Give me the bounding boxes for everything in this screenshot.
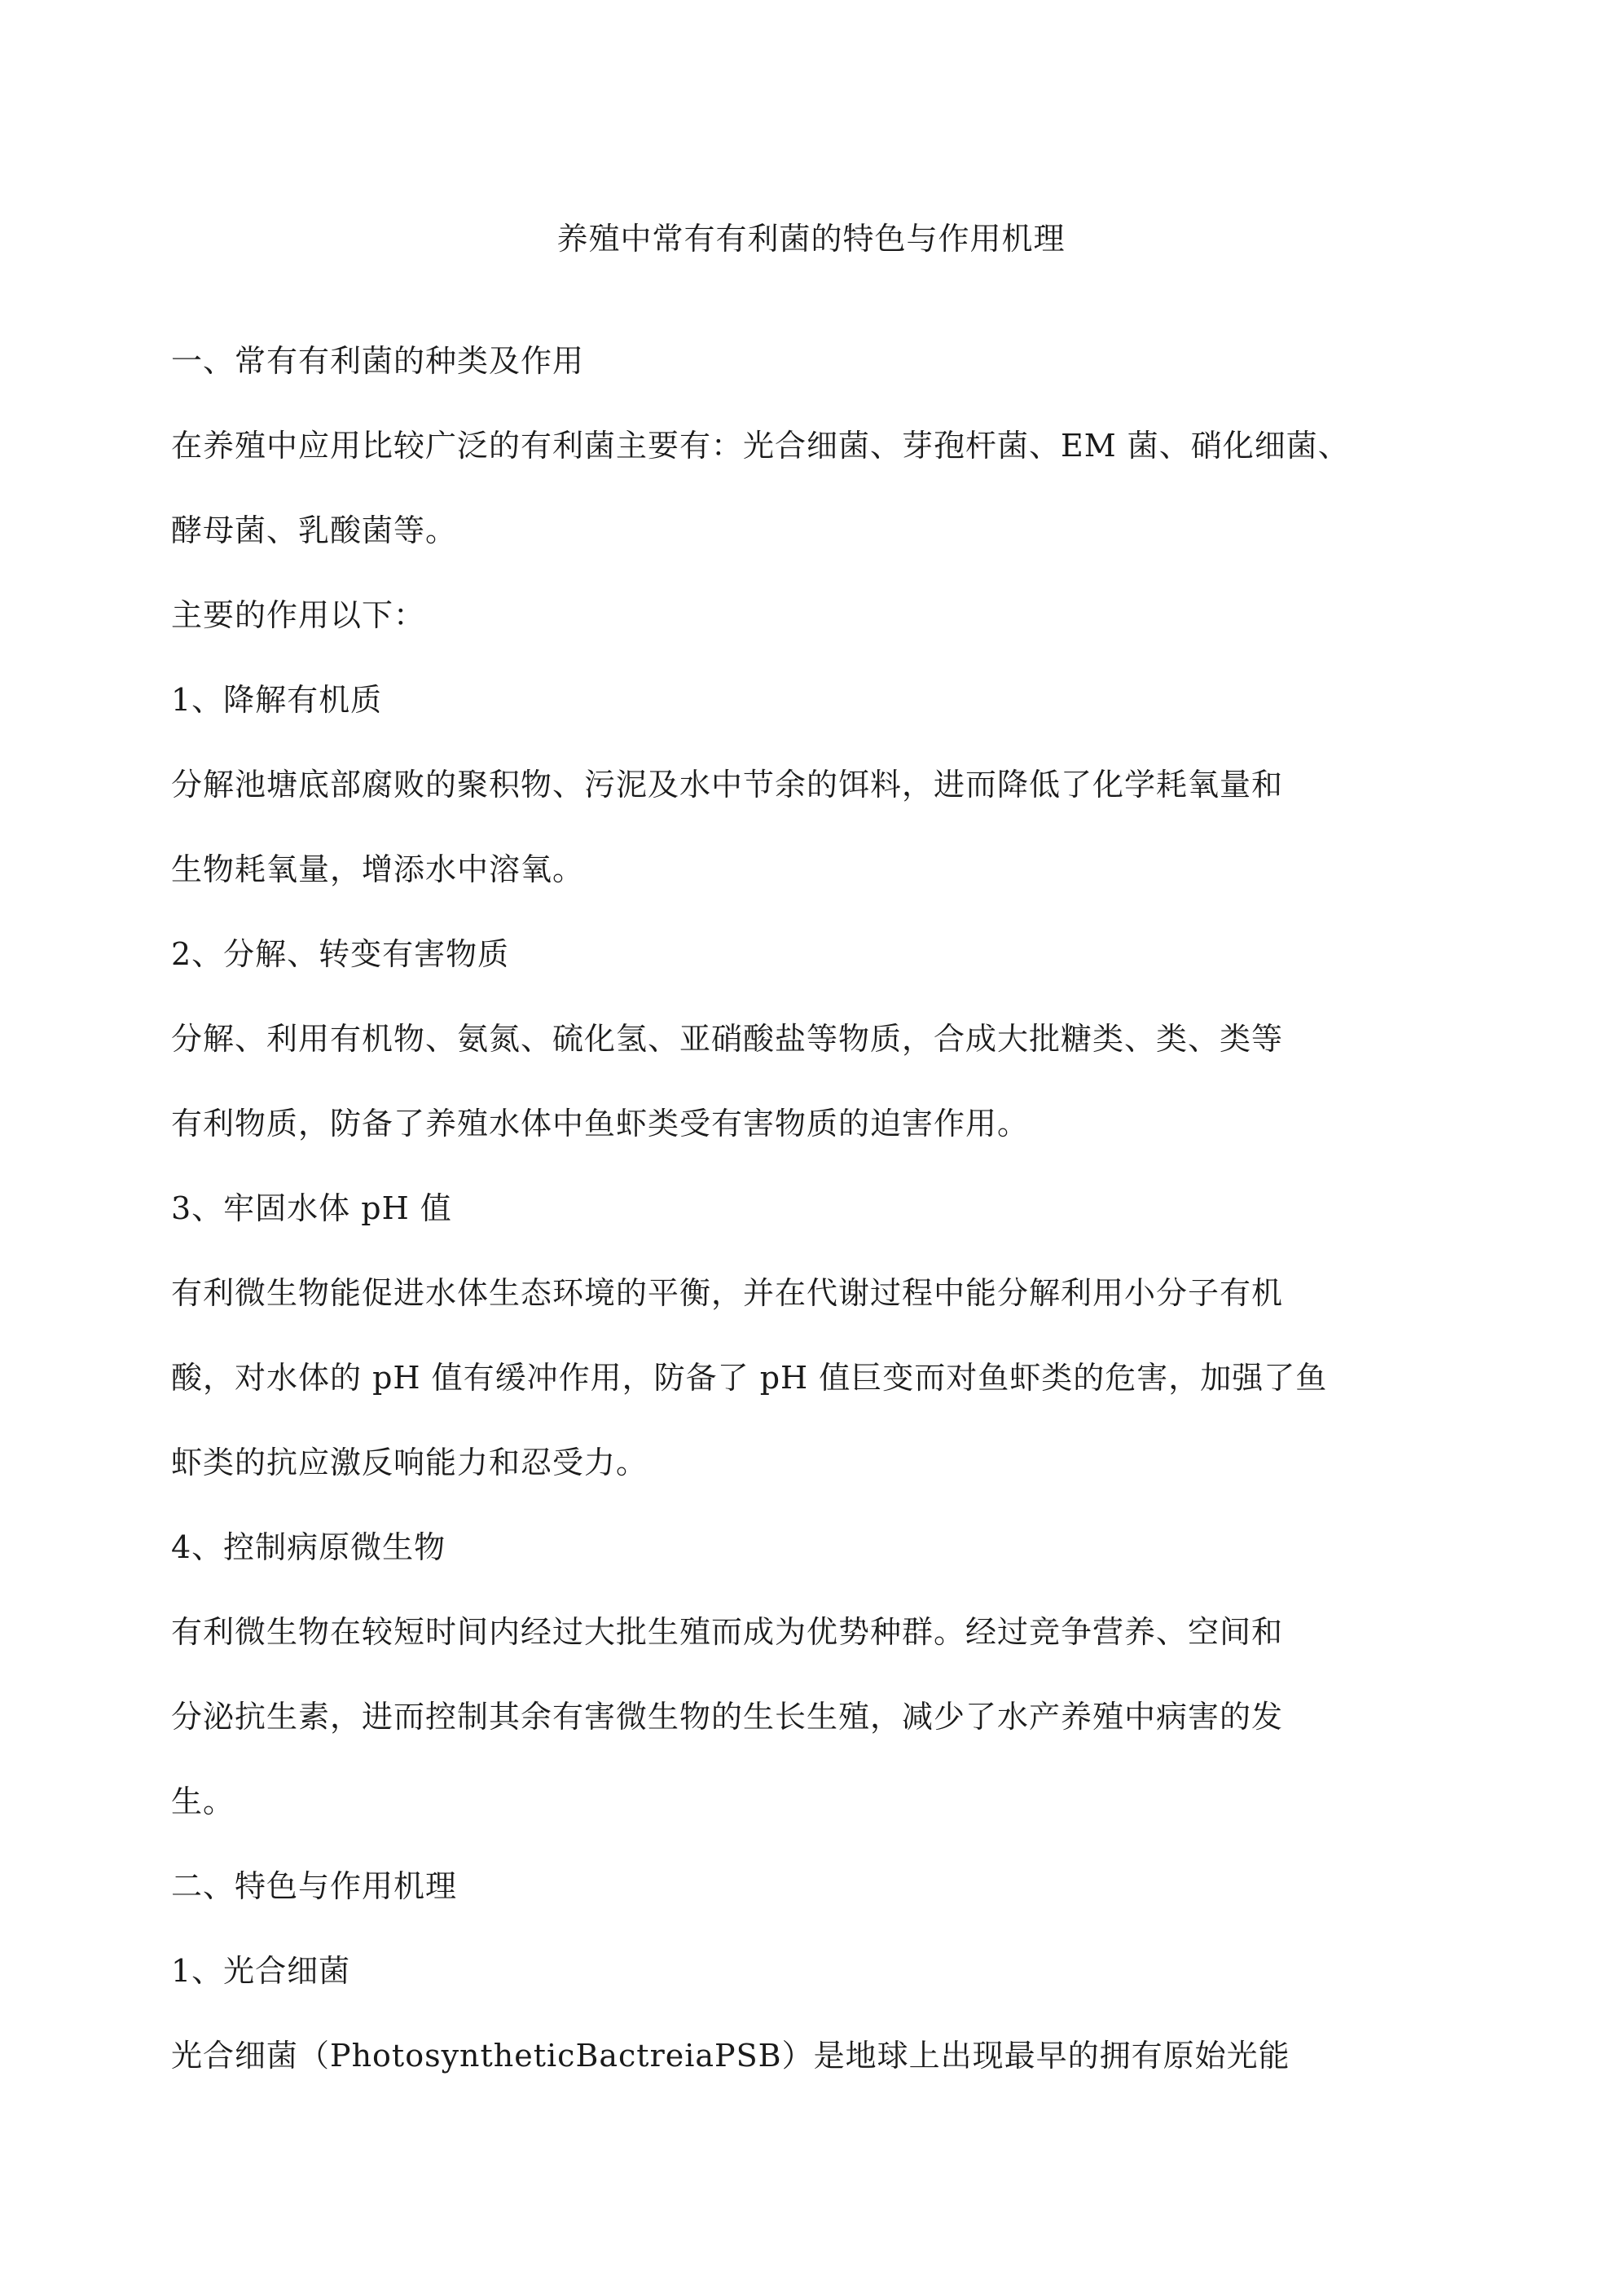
paragraph-line: 虾类的抗应激反响能力和忍受力。 bbox=[171, 1445, 648, 1480]
paragraph-line: 有利微生物能促进水体生态环境的平衡，并在代谢过程中能分解利用小分子有机 bbox=[171, 1275, 1284, 1311]
paragraph-line: 有利物质，防备了养殖水体中鱼虾类受有害物质的迫害作用。 bbox=[171, 1106, 1030, 1141]
section-heading-2: 二、特色与作用机理 bbox=[171, 1868, 458, 1904]
paragraph-line: 光合细菌（PhotosyntheticBactreiaPSB）是地球上出现最早的拥有原始光能 bbox=[171, 2038, 1290, 2074]
paragraph-line: 分解池塘底部腐败的聚积物、污泥及水中节余的饵料，进而降低了化学耗氧量和 bbox=[171, 767, 1284, 803]
subheading-2: 2、分解、转变有害物质 bbox=[171, 936, 510, 972]
section-heading-1: 一、常有有利菌的种类及作用 bbox=[171, 343, 585, 379]
subheading-4: 4、控制病原微生物 bbox=[171, 1529, 446, 1565]
subheading-1: 1、降解有机质 bbox=[171, 682, 383, 718]
paragraph-line: 酵母菌、乳酸菌等。 bbox=[171, 512, 458, 548]
paragraph-line: 在养殖中应用比较广泛的有利菌主要有：光合细菌、芽孢杆菌、EM 菌、硝化细菌、 bbox=[171, 428, 1350, 464]
subheading-3: 3、牢固水体 pH 值 bbox=[171, 1190, 452, 1226]
document-title: 养殖中常有有利菌的特色与作用机理 bbox=[556, 221, 1066, 257]
paragraph-line: 有利微生物在较短时间内经过大批生殖而成为优势种群。经过竞争营养、空间和 bbox=[171, 1614, 1284, 1650]
paragraph-line: 酸，对水体的 pH 值有缓冲作用，防备了 pH 值巨变而对鱼虾类的危害，加强了鱼 bbox=[171, 1360, 1328, 1396]
paragraph-line: 分解、利用有机物、氨氮、硫化氢、亚硝酸盐等物质，合成大批糖类、类、类等 bbox=[171, 1021, 1284, 1057]
paragraph-line: 主要的作用以下： bbox=[171, 597, 426, 633]
paragraph-line: 生物耗氧量，增添水中溶氧。 bbox=[171, 851, 585, 887]
paragraph-line: 分泌抗生素，进而控制其余有害微生物的生长生殖，减少了水产养殖中病害的发 bbox=[171, 1699, 1284, 1735]
paragraph-line: 生。 bbox=[171, 1784, 235, 1819]
subheading-5: 1、光合细菌 bbox=[171, 1953, 351, 1989]
